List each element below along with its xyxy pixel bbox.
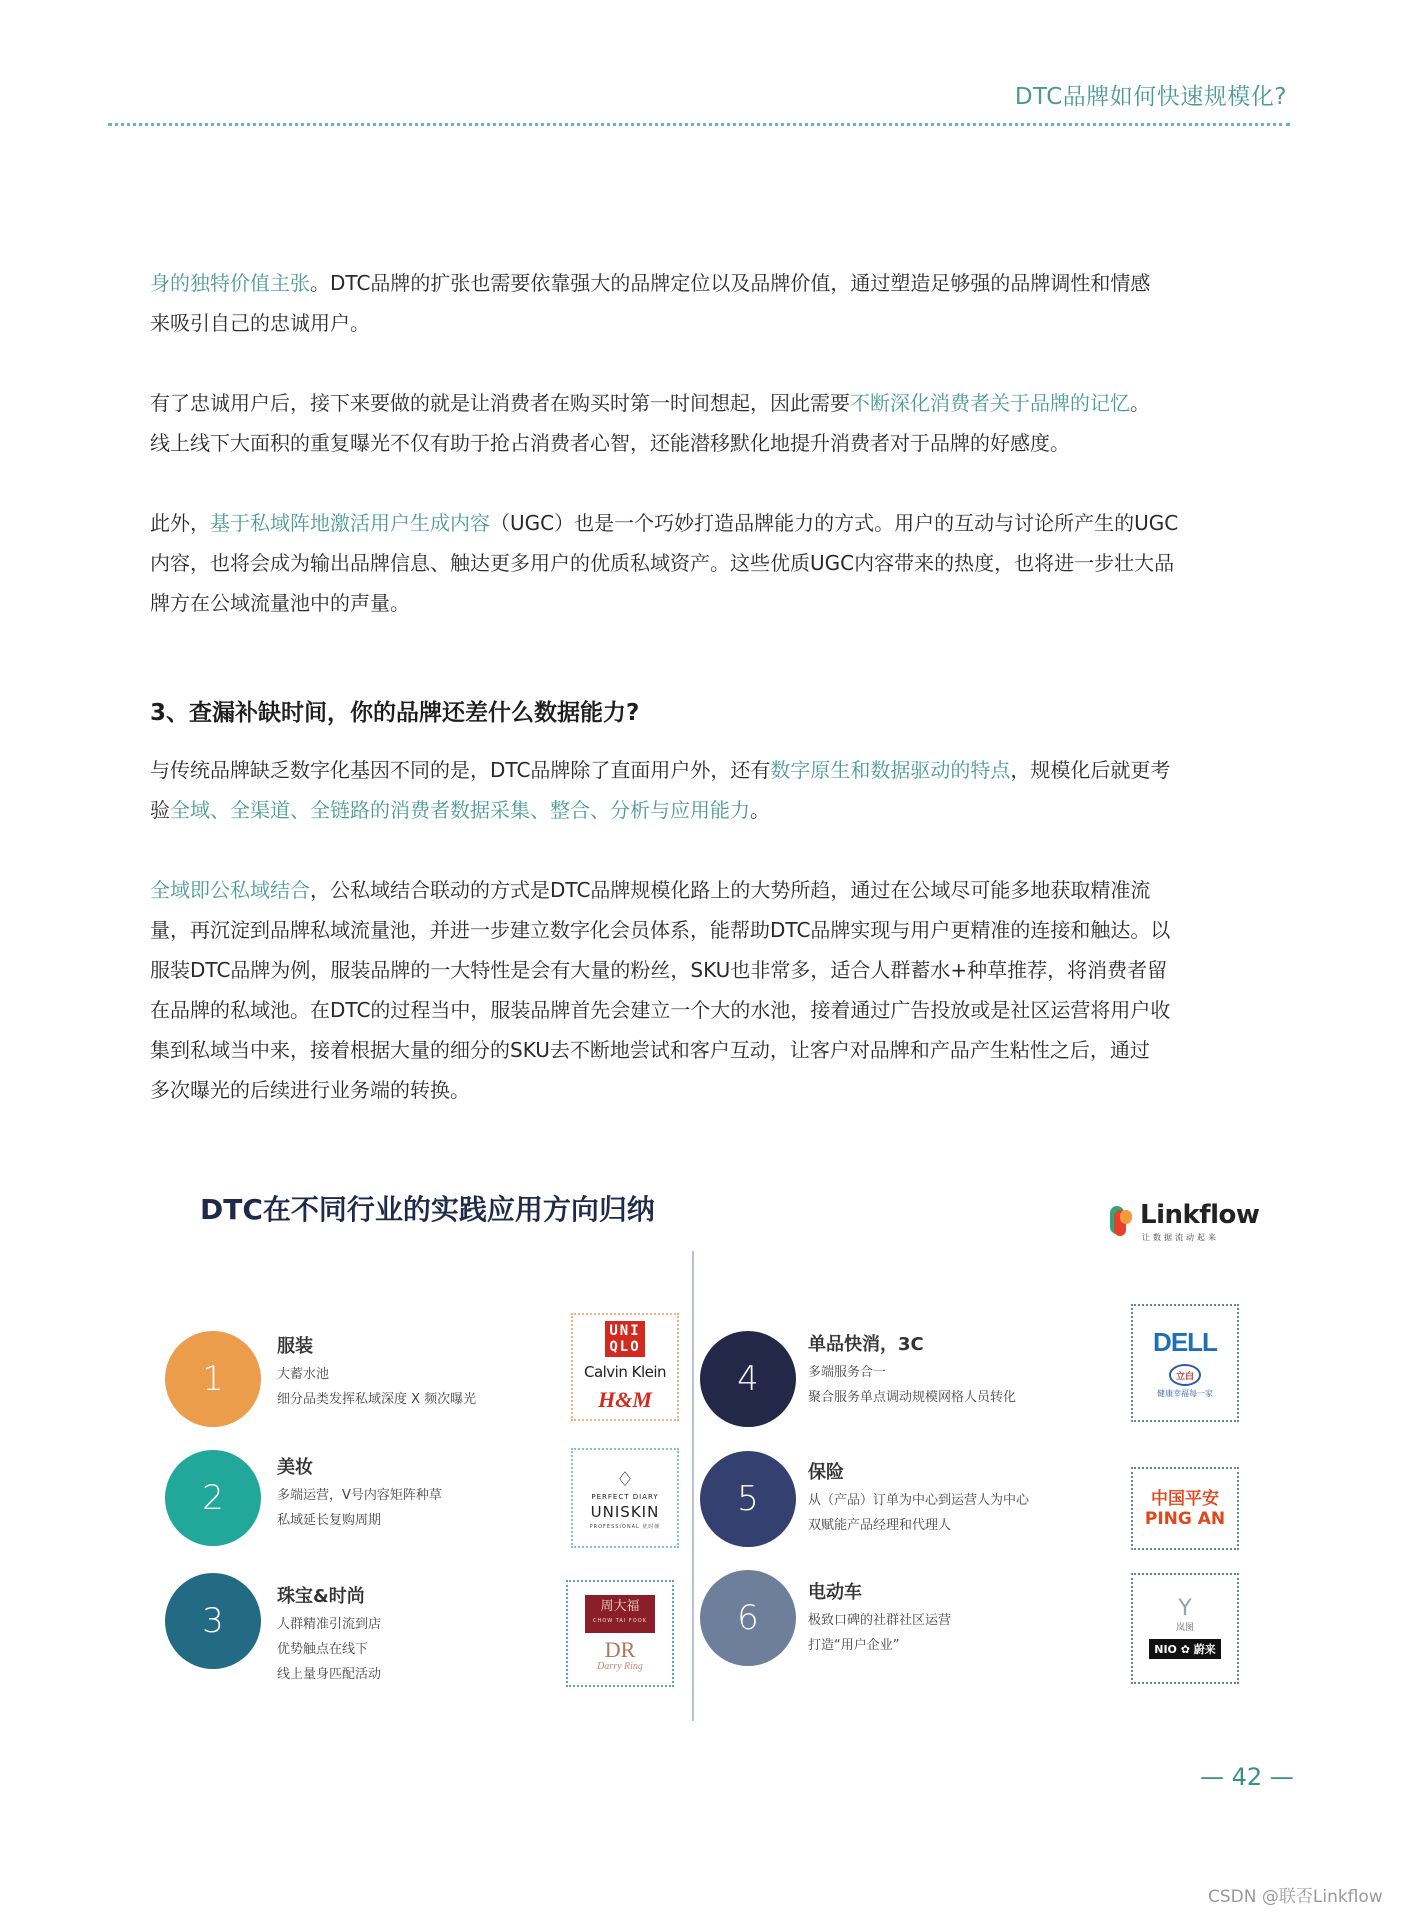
text-line — [150, 303, 1270, 343]
figure-title: DTC在不同行业的实践应用方向归纳 — [200, 1193, 655, 1226]
item-ev — [808, 1578, 1148, 1658]
item-title: 珠宝&时尚 — [277, 1586, 365, 1607]
highlighted-phrase: 全域即公私域结合 — [150, 878, 310, 902]
uniqlo-logo: UNI QLO — [605, 1321, 644, 1357]
item-number-badge: 2 — [165, 1450, 261, 1546]
text-line — [150, 263, 1270, 303]
text-line — [150, 383, 1270, 423]
text-run: 牌方在公域流量池中的声量。 — [150, 591, 410, 615]
item-number-badge: 1 — [165, 1331, 261, 1427]
chow-tai-fook-logo: 周大福 CHOW TAI FOOK — [585, 1595, 655, 1633]
item-fmcg-3c — [808, 1330, 1148, 1410]
text-line — [150, 1030, 1270, 1070]
dell-logo: DELL — [1153, 1327, 1217, 1357]
item-line: 线上量身匹配活动 — [277, 1667, 382, 1682]
text-line — [150, 1070, 1270, 1110]
text-run: 集到私域当中来，接着根据大量的细分的SKU去不断地尝试和客户互动，让客户对品牌和产品产生粘性之后，通过 — [150, 1038, 1150, 1062]
item-title: 美妆 — [277, 1457, 313, 1478]
item-insurance — [808, 1458, 1148, 1538]
libai-logo: 立白 健康幸福每一家 — [1157, 1364, 1213, 1399]
item-title: 单品快消，3C — [808, 1334, 924, 1355]
fmcg-3c-logos — [1131, 1304, 1239, 1422]
section-heading: 3、查漏补缺时间，你的品牌还差什么数据能力? — [150, 700, 640, 726]
highlighted-phrase: 全域、全渠道、全链路的消费者数据采集、整合、分析与应用能力 — [170, 798, 750, 822]
text-line — [150, 950, 1270, 990]
linkflow-mark-icon — [1108, 1204, 1134, 1238]
ping-an-logo: 中国平安 PING AN — [1144, 1488, 1226, 1529]
text-run: 内容，也将会成为输出品牌信息、触达更多用户的优质私域资产。这些优质UGC内容带来的热度，也将进一步壮大品 — [150, 551, 1175, 575]
text-run: 多次曝光的后续进行业务端的转换。 — [150, 1078, 470, 1102]
item-number-badge: 4 — [700, 1331, 796, 1427]
text-line — [150, 583, 1270, 623]
item-line: 人群精准引流到店 — [277, 1617, 382, 1632]
text-run: （UGC）也是一个巧妙打造品牌能力的方式。用户的互动与讨论所产生的UGC — [490, 511, 1179, 535]
text-line — [150, 543, 1270, 583]
text-run: 验 — [150, 798, 170, 822]
uniskin-logo: UNISKIN — [590, 1502, 660, 1521]
highlighted-phrase: 不断深化消费者关于品牌的记忆 — [850, 391, 1130, 415]
uniskin-subtitle: PROFESSIONAL 优时颜 — [589, 1523, 661, 1530]
item-line: 大蓄水池 — [277, 1367, 330, 1382]
highlighted-phrase: 身的独特价值主张 — [150, 271, 310, 295]
csdn-watermark: CSDN @联否Linkflow — [1208, 1887, 1383, 1907]
text-run: 服装DTC品牌为例，服装品牌的一大特性是会有大量的粉丝，SKU也非常多，适合人群蓄水+种草推荐，将消费者留 — [150, 958, 1168, 982]
paragraph-omni-domain — [150, 870, 1270, 1110]
item-number-badge: 3 — [165, 1573, 261, 1669]
item-title: 保险 — [808, 1462, 844, 1483]
voyah-logo: Y 岚图 — [1175, 1596, 1194, 1633]
running-header-title: DTC品牌如何快速规模化? — [1014, 84, 1287, 110]
text-run: 在品牌的私域池。在DTC的过程当中，服装品牌首先会建立一个大的水池，接着通过广告投放或是社区运营将用户收 — [150, 998, 1171, 1022]
page-number: — 42 — — [1200, 1763, 1294, 1791]
item-apparel — [277, 1332, 617, 1412]
paragraph-ugc — [150, 503, 1270, 623]
hm-logo: H&M — [598, 1387, 652, 1412]
text-line — [150, 790, 1270, 830]
item-title: 电动车 — [808, 1582, 862, 1603]
text-run: 。 — [750, 798, 770, 822]
perfect-diary-logo: PERFECT DIARY — [591, 1492, 659, 1501]
text-run: 。 — [1130, 391, 1150, 415]
item-line: 双赋能产品经理和代理人 — [808, 1518, 952, 1533]
item-line: 多端运营，V号内容矩阵种草 — [277, 1488, 442, 1503]
calvin-klein-logo: Calvin Klein — [583, 1363, 667, 1381]
text-run: ，规模化后就更考 — [1010, 758, 1171, 782]
text-run: 此外， — [150, 511, 210, 535]
paragraph-brand-value — [150, 263, 1270, 343]
apparel-logos — [571, 1313, 679, 1421]
perfect-diary-icon: ♢ — [616, 1466, 634, 1491]
text-run: 来吸引自己的忠诚用户。 — [150, 311, 370, 335]
item-line: 私域延长复购周期 — [277, 1513, 382, 1528]
text-run: 。DTC品牌的扩张也需要依靠强大的品牌定位以及品牌价值，通过塑造足够强的品牌调性和情感 — [310, 271, 1151, 295]
header-dotted-divider — [108, 123, 1290, 126]
linkflow-logo — [1108, 1200, 1260, 1250]
text-line — [150, 423, 1270, 463]
highlighted-phrase: 基于私域阵地激活用户生成内容 — [210, 511, 490, 535]
nio-logo: NIO ✿ 蔚来 — [1149, 1639, 1221, 1659]
item-number-badge: 6 — [700, 1570, 796, 1666]
text-line — [150, 910, 1270, 950]
item-line: 多端服务合一 — [808, 1365, 887, 1380]
beauty-logos — [571, 1448, 679, 1548]
jewelry-logos — [566, 1580, 674, 1687]
ev-logos — [1131, 1573, 1239, 1684]
paragraph-data-capability — [150, 750, 1270, 830]
text-run: 量，再沉淀到品牌私域流量池，并进一步建立数字化会员体系，能帮助DTC品牌实现与用户更精准的连接和触达。以 — [150, 918, 1171, 942]
item-number-badge: 5 — [700, 1451, 796, 1547]
darry-ring-logo: DR Darry Ring — [597, 1637, 643, 1672]
item-line: 极致口碑的社群社区运营 — [808, 1613, 952, 1628]
text-line — [150, 503, 1270, 543]
figure-column-divider — [692, 1251, 694, 1721]
text-line — [150, 990, 1270, 1030]
text-run: 有了忠诚用户后，接下来要做的就是让消费者在购买时第一时间想起，因此需要 — [150, 391, 850, 415]
text-line — [150, 870, 1270, 910]
text-run: ，公私域结合联动的方式是DTC品牌规模化路上的大势所趋，通过在公域尽可能多地获取精准流 — [310, 878, 1151, 902]
item-line: 细分品类发挥私域深度 X 频次曝光 — [277, 1392, 477, 1407]
item-line: 优势触点在线下 — [277, 1642, 369, 1657]
linkflow-wordmark: Linkflow — [1140, 1200, 1260, 1230]
paragraph-brand-memory — [150, 383, 1270, 463]
item-line: 聚合服务单点调动规模网格人员转化 — [808, 1390, 1017, 1405]
text-line — [150, 750, 1270, 790]
item-line: 打造“用户企业” — [808, 1638, 900, 1653]
item-title: 服装 — [277, 1336, 313, 1357]
text-run: 与传统品牌缺乏数字化基因不同的是，DTC品牌除了直面用户外，还有 — [150, 758, 771, 782]
linkflow-tagline: 让数据流动起来 — [1142, 1233, 1219, 1242]
highlighted-phrase: 数字原生和数据驱动的特点 — [770, 758, 1011, 782]
item-beauty — [277, 1453, 617, 1533]
item-line: 从（产品）订单为中心到运营人为中心 — [808, 1493, 1030, 1508]
insurance-logos — [1131, 1467, 1239, 1550]
text-run: 线上线下大面积的重复曝光不仅有助于抢占消费者心智，还能潜移默化地提升消费者对于品牌的好感度。 — [150, 431, 1070, 455]
